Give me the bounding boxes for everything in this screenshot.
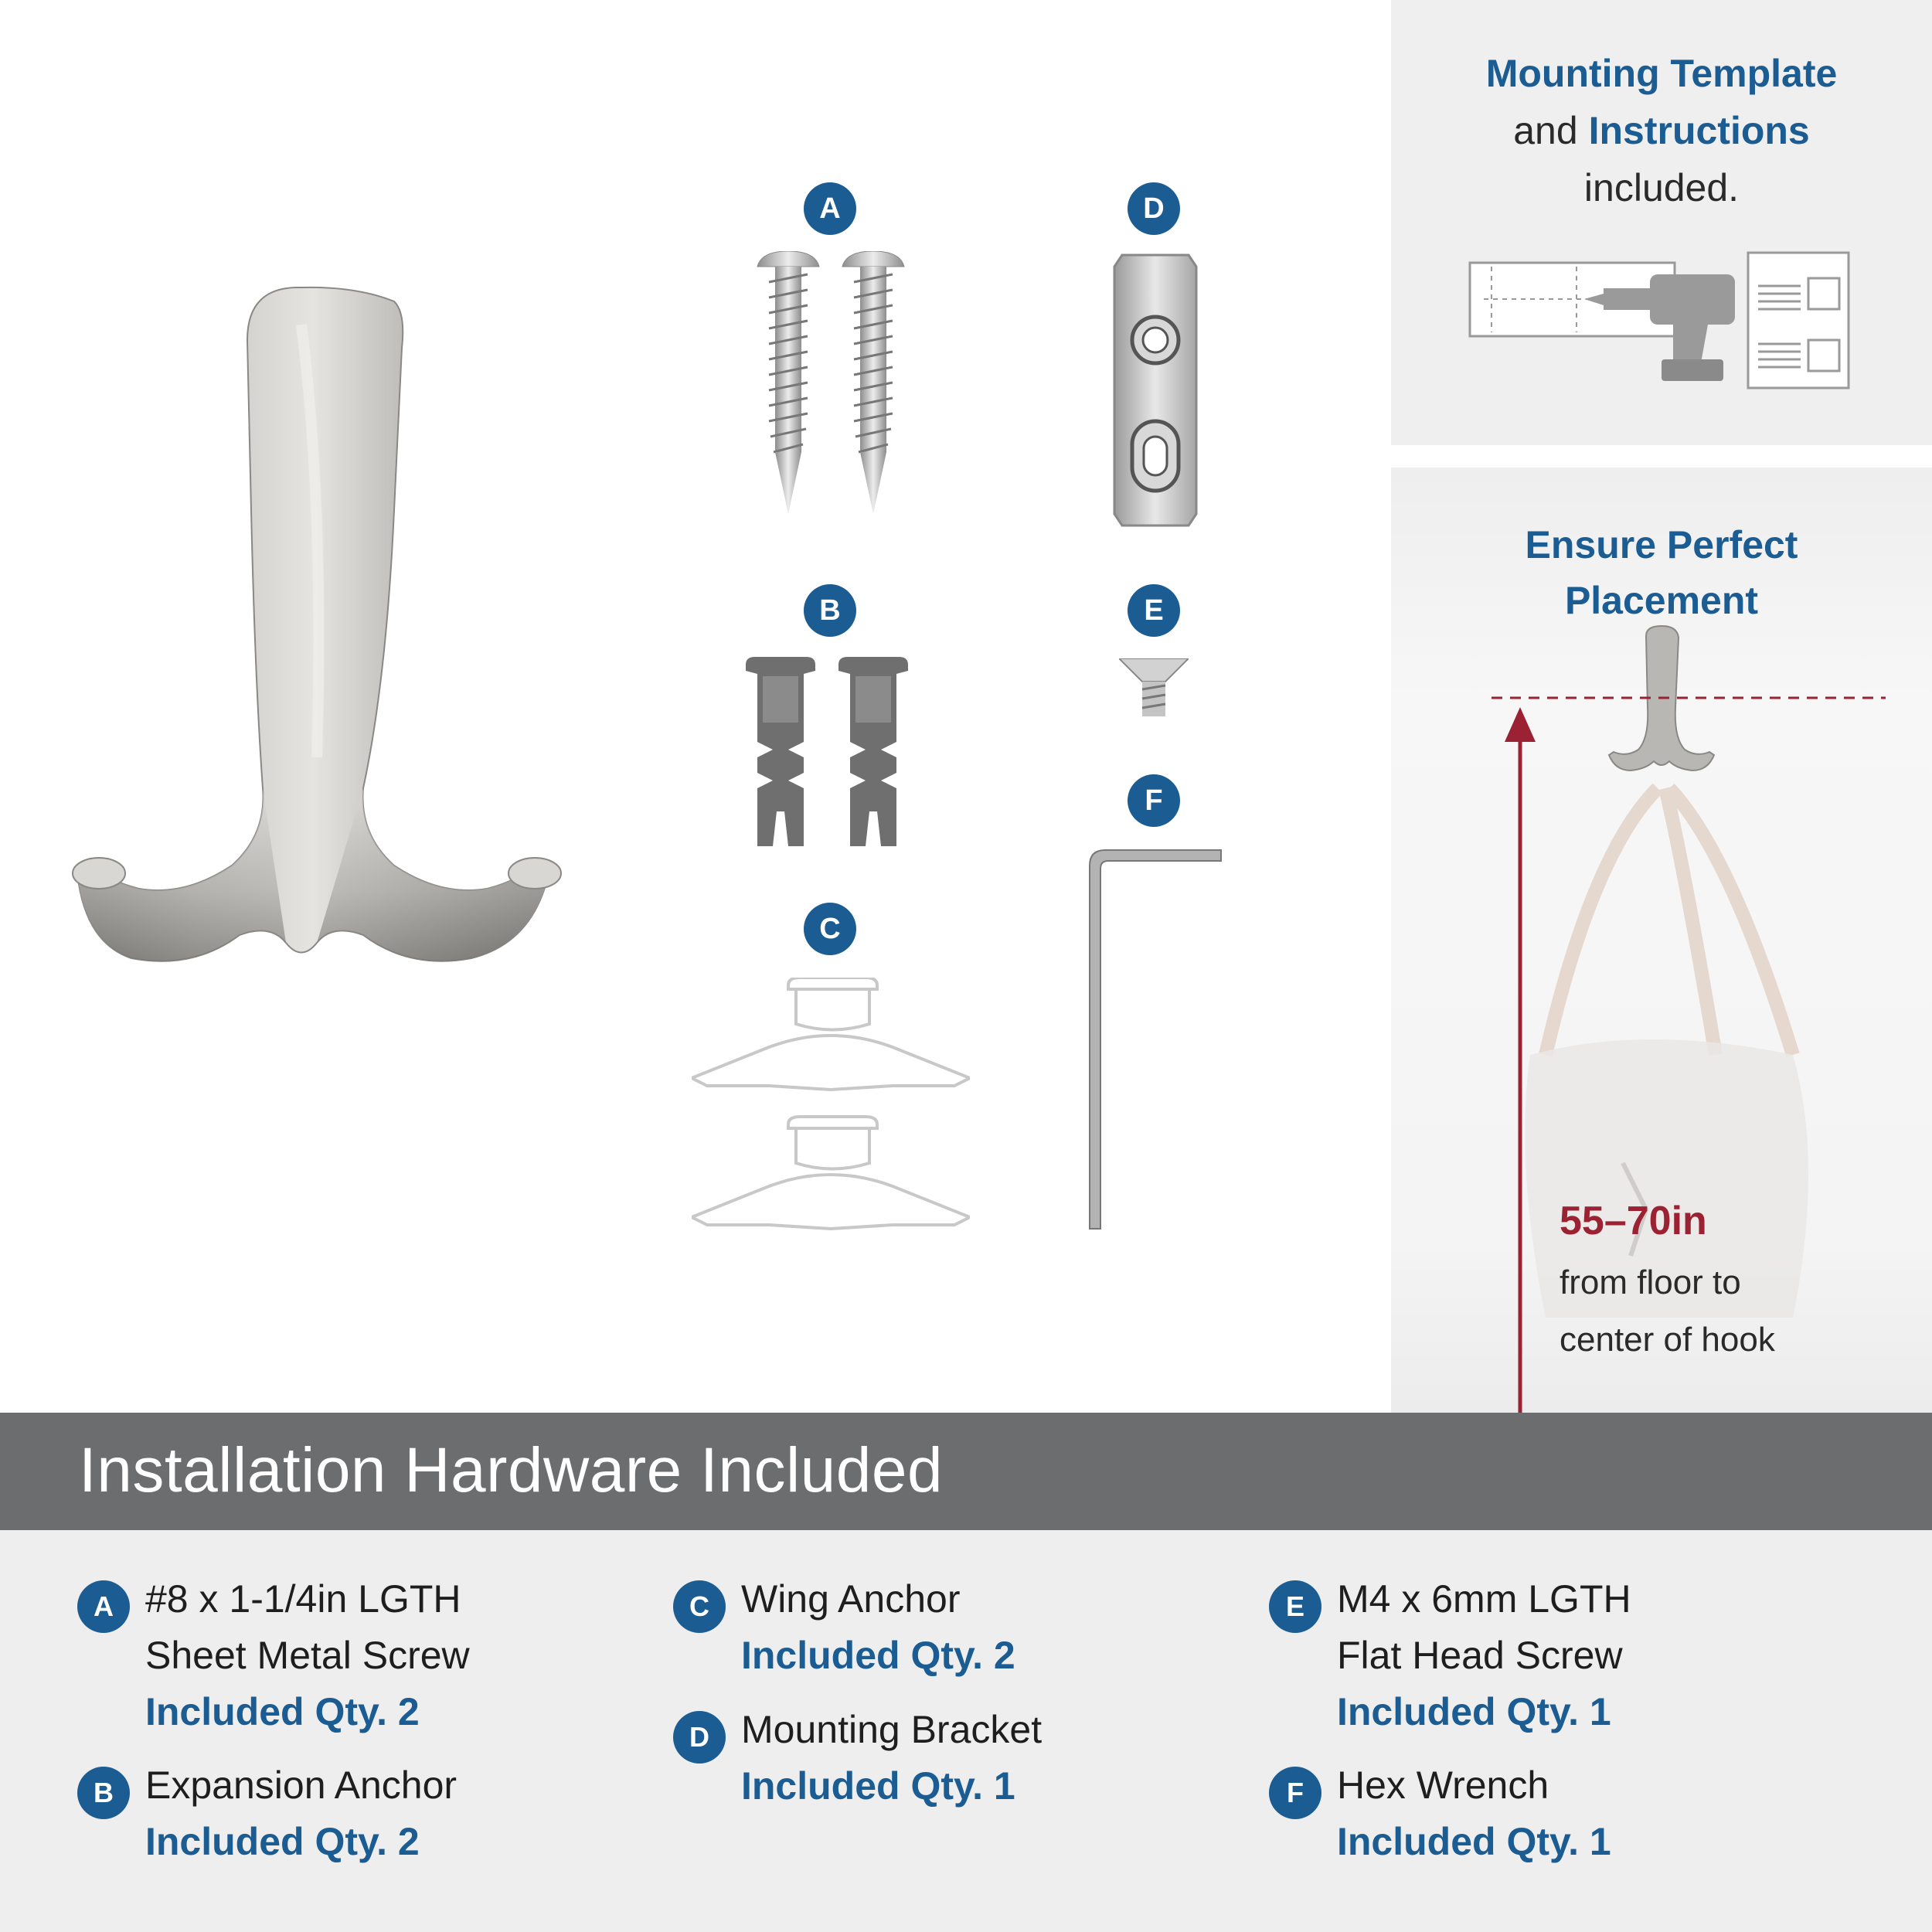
legend-badge-e: E [1269, 1580, 1321, 1633]
legend-text-b [145, 1757, 457, 1870]
legend-a-line2: Sheet Metal Screw [145, 1634, 470, 1677]
legend-e-line2: Flat Head Screw [1337, 1634, 1623, 1677]
legend-a-line1: #8 x 1-1/4in LGTH [145, 1577, 461, 1621]
legend-c-qty: Included Qty. 2 [741, 1634, 1015, 1677]
expansion-anchor-image [746, 657, 916, 850]
badge-c: C [804, 903, 856, 955]
legend-b-line1: Expansion Anchor [145, 1764, 457, 1807]
template-heading: Mounting Template [1485, 52, 1838, 95]
flat-head-screw-image [1119, 658, 1189, 720]
legend-text-d [741, 1702, 1042, 1815]
legend-a-qty: Included Qty. 2 [145, 1690, 420, 1733]
legend-badge-a: A [77, 1580, 130, 1633]
installation-hardware-band [0, 1413, 1932, 1530]
template-and: and [1513, 109, 1578, 152]
legend-badge-b: B [77, 1767, 130, 1819]
placement-panel [1391, 468, 1932, 1414]
placement-title-2: Placement [1564, 579, 1759, 622]
legend-badge-d: D [673, 1711, 726, 1764]
legend-f-qty: Included Qty. 1 [1337, 1820, 1611, 1863]
instructions-document-icon [1747, 251, 1851, 390]
legend-e-line1: M4 x 6mm LGTH [1337, 1577, 1631, 1621]
badge-d: D [1128, 182, 1180, 235]
legend-badge-c: C [673, 1580, 726, 1633]
badge-f: F [1128, 774, 1180, 827]
mounting-template-panel [1391, 0, 1932, 445]
wing-anchor-image [692, 978, 970, 1233]
badge-a: A [804, 182, 856, 235]
sheet-metal-screw-image [753, 251, 908, 518]
hardware-legend [0, 1530, 1932, 1932]
badge-b: B [804, 584, 856, 637]
legend-b-qty: Included Qty. 2 [145, 1820, 420, 1863]
legend-f-line1: Hex Wrench [1337, 1764, 1549, 1807]
legend-e-qty: Included Qty. 1 [1337, 1690, 1611, 1733]
badge-e: E [1128, 584, 1180, 637]
placement-desc-2: center of hook [1560, 1321, 1775, 1359]
legend-d-line1: Mounting Bracket [741, 1708, 1043, 1751]
band-title: Installation Hardware Included [79, 1435, 944, 1505]
template-included: included. [1583, 166, 1740, 209]
legend-d-qty: Included Qty. 1 [741, 1764, 1015, 1808]
drill-template-icon [1468, 251, 1762, 383]
placement-range: 55–70in [1560, 1199, 1707, 1243]
legend-text-e [1337, 1571, 1631, 1740]
hex-wrench-image [1082, 842, 1229, 1236]
legend-c-line1: Wing Anchor [741, 1577, 961, 1621]
template-instructions: Instructions [1588, 109, 1810, 152]
placement-title-1: Ensure Perfect [1525, 523, 1798, 566]
legend-badge-f: F [1269, 1767, 1321, 1819]
template-line-2 [1391, 102, 1932, 159]
mounting-bracket-image [1113, 251, 1198, 529]
placement-desc-1: from floor to [1560, 1264, 1741, 1301]
legend-text-f [1337, 1757, 1611, 1870]
double-hook-product-image [70, 278, 580, 1066]
legend-text-a [145, 1571, 470, 1740]
placement-description [1560, 1254, 1775, 1369]
legend-text-c [741, 1571, 1015, 1684]
